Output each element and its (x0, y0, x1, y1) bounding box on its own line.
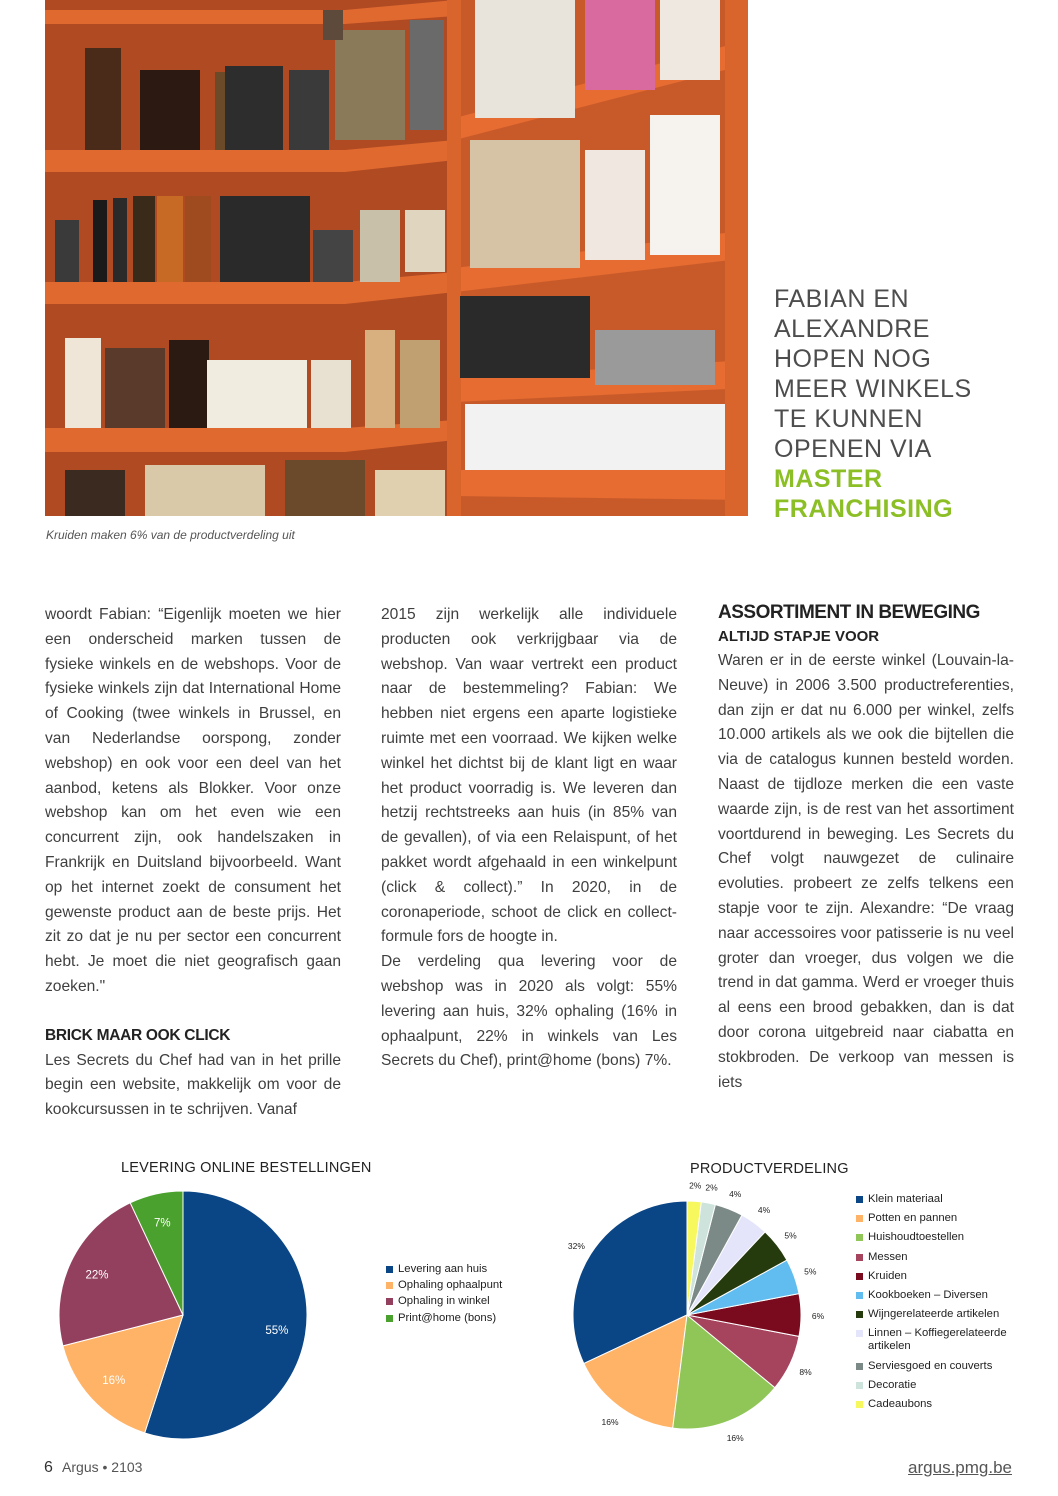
legend-item (386, 1312, 536, 1324)
shop-shelves-photo (45, 0, 748, 516)
legend-label: Kruiden (868, 1269, 907, 1282)
legend-label: Linnen – Koffiegerelateerde artikelen (868, 1327, 1007, 1353)
pie-data-label: 16% (726, 1432, 744, 1442)
legend-label: Klein materiaal (868, 1193, 943, 1205)
product-pie-chart (560, 1182, 830, 1442)
pull-quote-highlight: FRANCHISING (774, 495, 954, 523)
pie-data-label: 7% (153, 1217, 171, 1230)
legend-swatch (386, 1266, 393, 1273)
section-heading: ASSORTIMENT IN BEWEGING (718, 602, 980, 623)
legend-item (856, 1270, 1026, 1283)
paragraph: Les Secrets du Chef had van in het prille begin een website, makkelijk om voor de kookcursussen in te schrijven. Vanaf (45, 1051, 341, 1119)
pie-data-label: 22% (85, 1269, 109, 1282)
pie-data-label: 5% (784, 1230, 797, 1241)
legend-swatch (856, 1234, 863, 1241)
chart-title-product: PRODUCTVERDELING (690, 1161, 849, 1177)
legend-item (856, 1398, 1026, 1411)
section-heading: BRICK MAAR OOK CLICK (45, 1026, 231, 1044)
delivery-pie-chart (50, 1185, 320, 1450)
legend-item (856, 1289, 1026, 1302)
pie-data-label: 4% (729, 1189, 742, 1200)
legend-label: Ophaling ophaalpunt (398, 1279, 503, 1292)
legend-label: Potten en pannen (868, 1212, 958, 1225)
legend-item (386, 1295, 536, 1307)
legend-swatch (856, 1311, 863, 1318)
pull-quote-line: MEER WINKELS (774, 375, 972, 403)
legend-label: Ophaling in winkel (398, 1295, 490, 1308)
legend-label: Huishoudtoestellen (868, 1231, 965, 1244)
chart-title-delivery: LEVERING ONLINE BESTELLINGEN (121, 1160, 372, 1176)
legend-label: Wijngerelateerde artikelen (868, 1308, 1000, 1321)
legend-swatch (856, 1196, 863, 1203)
legend-swatch (386, 1282, 393, 1289)
legend-swatch (856, 1382, 863, 1389)
pull-quote-line: TE KUNNEN (774, 405, 923, 433)
issue-label: Argus • 2103 (62, 1459, 143, 1475)
pull-quote-line: ALEXANDRE (774, 315, 930, 343)
article-column-3 (718, 600, 1014, 1095)
article-column-1 (45, 603, 341, 1123)
section-subheading: ALTIJD STAPJE VOOR (718, 628, 880, 645)
paragraph: 2015 zijn werkelijk alle individuele producten ook verkrijgbaar via de webshop. Van waar vertrekt een product naar de bestemmeling? Fabian: We hebben niet ergens een aparte logistieke ruimte met een voorraad. We kijken welke winkel het dichtst bij de klant ligt en waar het product voorradig is. We leveren dan hetzij rechtstreeks aan huis (in 85% van de gevallen), of via een Relaispunt, of het pakket wordt afgehaald in een winkelpunt (click & collect).” In 2020, in de coronaperiode, schoot de click en collect-formule fors de hoogte in. (381, 606, 677, 946)
paragraph: Waren er in de eerste winkel (Louvain-la-Neuve) in 2006 3.500 productreferenties, dan zijn er dat nu 6.000 per winkel, zelfs 10.000 artikels als we ook die bijtellen die via de catalogus kunnen besteld worden. Naast de tijdloze merken die een vaste waarde zijn, is de rest van het assortiment voortdurend in beweging. Les Secrets du Chef volgt nauwgezet de culinaire evoluties. probeert ze zelfs telkens een stapje voor te zijn. Alexandre: “De vraag naar accessoires voor patisserie is nu veel groter dan vroeger, dus volgen we die trend in dat gamma. Werd er vroeger thuis al eens een brood gebakken, dan is dat door corona uitgebreid naar ciabatta en stokbroden. De verkoop van messen is iets (718, 652, 1014, 1091)
pull-quote (774, 284, 1044, 524)
legend-item (856, 1193, 1026, 1206)
paragraph: De verdeling qua levering voor de webshop was in 2020 als volgt: 55% levering aan huis, 32% ophaling (16% in ophaalpunt, 22% in winkels van Les Secrets du Chef), print@home (bons) 7%. (381, 953, 677, 1070)
pie-data-label: 6% (811, 1311, 825, 1321)
legend-swatch (856, 1363, 863, 1370)
footer-url-link[interactable]: argus.pmg.be (908, 1458, 1012, 1477)
legend-label: Print@home (bons) (398, 1311, 497, 1324)
legend-item (856, 1379, 1026, 1392)
pie-data-label: 4% (757, 1205, 771, 1216)
legend-label: Serviesgoed en couverts (868, 1359, 993, 1372)
legend-swatch (856, 1254, 863, 1261)
legend-swatch (856, 1401, 863, 1408)
legend-swatch (856, 1273, 863, 1280)
pie-data-label: 8% (799, 1366, 812, 1377)
paragraph: woordt Fabian: “Eigenlijk moeten we hier een onderscheid marken tussen de fysieke winkels en de webshops. Voor de fysieke winkels zijn dat International Home of Cooking (twee winkels in Brussel, en van Nederlandse oorspong, zonder webshop) en ook voor een deel van het aanbod, ketens als Blokker. Voor onze webshop kan om het even wie een concurrent zijn, ook handelszaken in Frankrijk en Duitsland bijvoorbeeld. Want op het internet zoekt de consument het gewenste product aan de beste prijs. Het zit zo dat je nu per sector een concurrent hebt. Je moet die niet geografisch gaan zoeken." (45, 606, 341, 995)
legend-item (856, 1308, 1026, 1321)
pie-data-label: 32% (567, 1240, 585, 1251)
legend-label: Levering aan huis (398, 1263, 488, 1275)
delivery-legend (386, 1263, 536, 1328)
legend-swatch (386, 1298, 393, 1305)
article-column-2 (381, 603, 677, 1074)
footer-left (44, 1459, 142, 1477)
legend-label: Cadeaubons (868, 1397, 933, 1410)
legend-swatch (856, 1330, 863, 1337)
pie-data-label: 2% (705, 1182, 718, 1193)
photo-caption: Kruiden maken 6% van de productverdeling uit (46, 528, 295, 542)
page-number: 6 (44, 1459, 53, 1476)
legend-item (856, 1212, 1026, 1225)
pie-data-label: 5% (804, 1266, 817, 1277)
pull-quote-highlight: MASTER (774, 465, 883, 493)
pull-quote-line: FABIAN EN (774, 285, 910, 313)
pie-data-label: 16% (102, 1375, 126, 1388)
shelves-illustration (45, 0, 748, 516)
pull-quote-line: OPENEN VIA (774, 435, 932, 463)
legend-label: Decoratie (868, 1378, 917, 1391)
pie-data-label: 55% (265, 1324, 289, 1337)
legend-item (856, 1231, 1026, 1244)
pie-data-label: 16% (601, 1416, 619, 1427)
product-legend (856, 1193, 1026, 1417)
legend-label: Kookboeken – Diversen (868, 1288, 988, 1301)
pull-quote-line: HOPEN NOG (774, 345, 932, 373)
legend-swatch (856, 1292, 863, 1299)
pie-data-label: 2% (689, 1182, 702, 1191)
legend-swatch (386, 1315, 393, 1322)
legend-swatch (856, 1215, 863, 1222)
legend-label: Messen (868, 1250, 908, 1263)
legend-item (856, 1327, 1026, 1353)
legend-item (386, 1279, 536, 1291)
legend-item (856, 1251, 1026, 1264)
legend-item (856, 1360, 1026, 1373)
legend-item (386, 1263, 536, 1275)
